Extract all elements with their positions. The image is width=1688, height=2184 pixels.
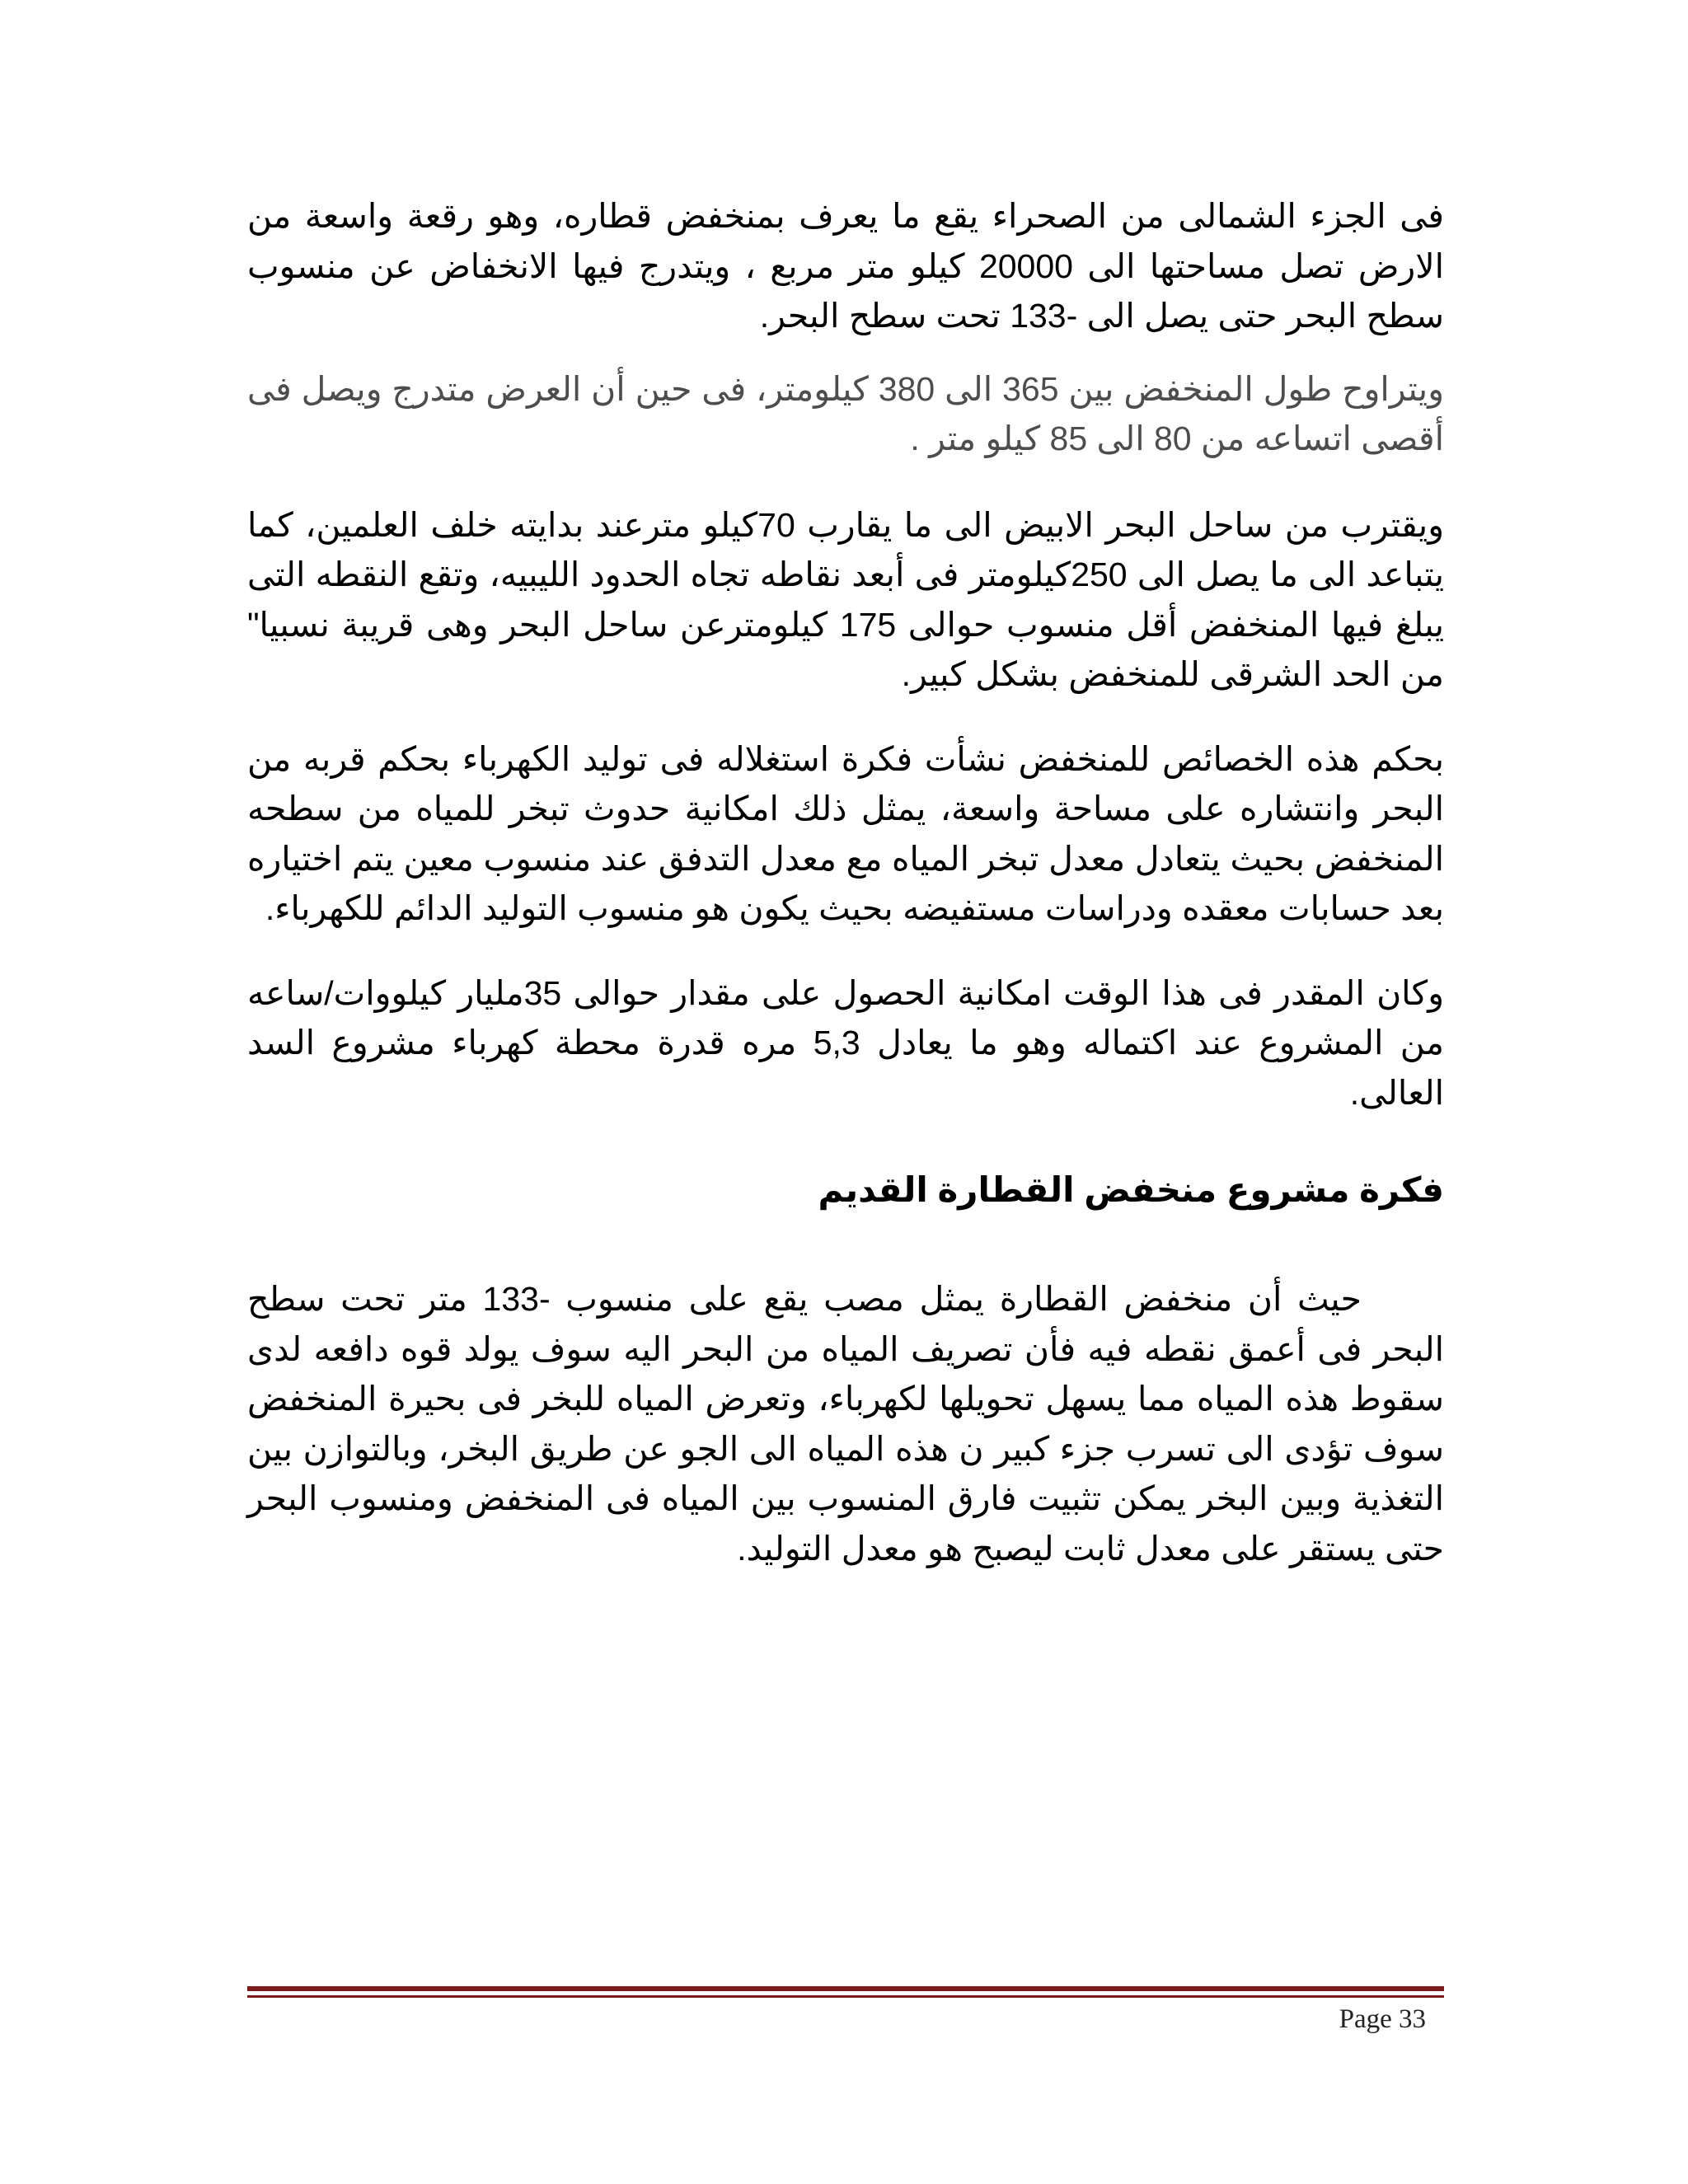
paragraph-4: بحكم هذه الخصائص للمنخفض نشأت فكرة استغلاله فى توليد الكهرباء بحكم قربه من البحر وانتشاره على مساحة واسعة، يمثل ذلك امكانية حدوث تبخر للمياه من سطحه المنخفض بحيث يتعادل معدل تبخر المياه مع معدل التدفق عند منسوب معين يتم اختياره بعد حسابات معقده ودراسات مستفيضه بحيث يكون هو منسوب التوليد الدائم للكهرباء. [247,739,1444,927]
paragraph-3: ويقترب من ساحل البحر الابيض الى ما يقارب 70كيلو مترعند بدايته خلف العلمين، كما يتباعد الى ما يصل الى 250كيلومتر فى أبعد نقاطه تجاه الحدود الليبيه، وتقع النقطه التى يبلغ فيها المنخفض أقل منسوب حوالى 175 كيلومترعن ساحل البحر وهى قريبة نسبيا" من الحد الشرقى للمنخفض بشكل كبير. [247,505,1445,693]
paragraph-1: فى الجزء الشمالى من الصحراء يقع ما يعرف بمنخفض قطاره، وهو رقعة واسعة من الارض تصل مساحتها الى 20000 كيلو متر مربع ، ويتدرج فيها الانخفاض عن منسوب سطح البحر حتى يصل الى -133 تحت سطح البحر. [247,197,1444,335]
footer-rule-thick [247,1986,1444,1991]
section-heading: فكرة مشروع منخفض القطارة القديم [818,1170,1444,1209]
paragraph-5: وكان المقدر فى هذا الوقت امكانية الحصول على مقدار حوالى 35مليار كيلووات/ساعه من المشروع عند اكتماله وهو ما يعادل 5,3 مره قدرة محطة كهرباء مشروع السد العالى. [247,973,1444,1112]
footer-rule-thin [247,1995,1444,1998]
page-number: Page 33 [1339,2004,1426,2034]
document-body [247,191,1444,1573]
paragraph-6: حيث أن منخفض القطارة يمثل مصب يقع على منسوب -133 متر تحت سطح البحر فى أعمق نقطه فيه فأن تصريف المياه من البحر اليه سوف يولد قوه دافعه لدى سقوط هذه المياه مما يسهل تحويلها لكهرباء، وتعرض المياه للبخر فى بحيرة المنخفض سوف تؤدى الى تسرب جزء كبير ن هذه المياه الى الجو عن طريق البخر، وبالتوازن بين التغذية وبين البخر يمكن تثبيت فارق المنسوب بين المياه فى المنخفض ومنسوب البحر حتى يستقر على معدل ثابت ليصبح هو معدل التوليد. [247,1280,1444,1568]
paragraph-2: ويتراوح طول المنخفض بين 365 الى 380 كيلومتر، فى حين أن العرض متدرج ويصل فى أقصى اتساعه من 80 الى 85 كيلو متر . [247,369,1444,457]
